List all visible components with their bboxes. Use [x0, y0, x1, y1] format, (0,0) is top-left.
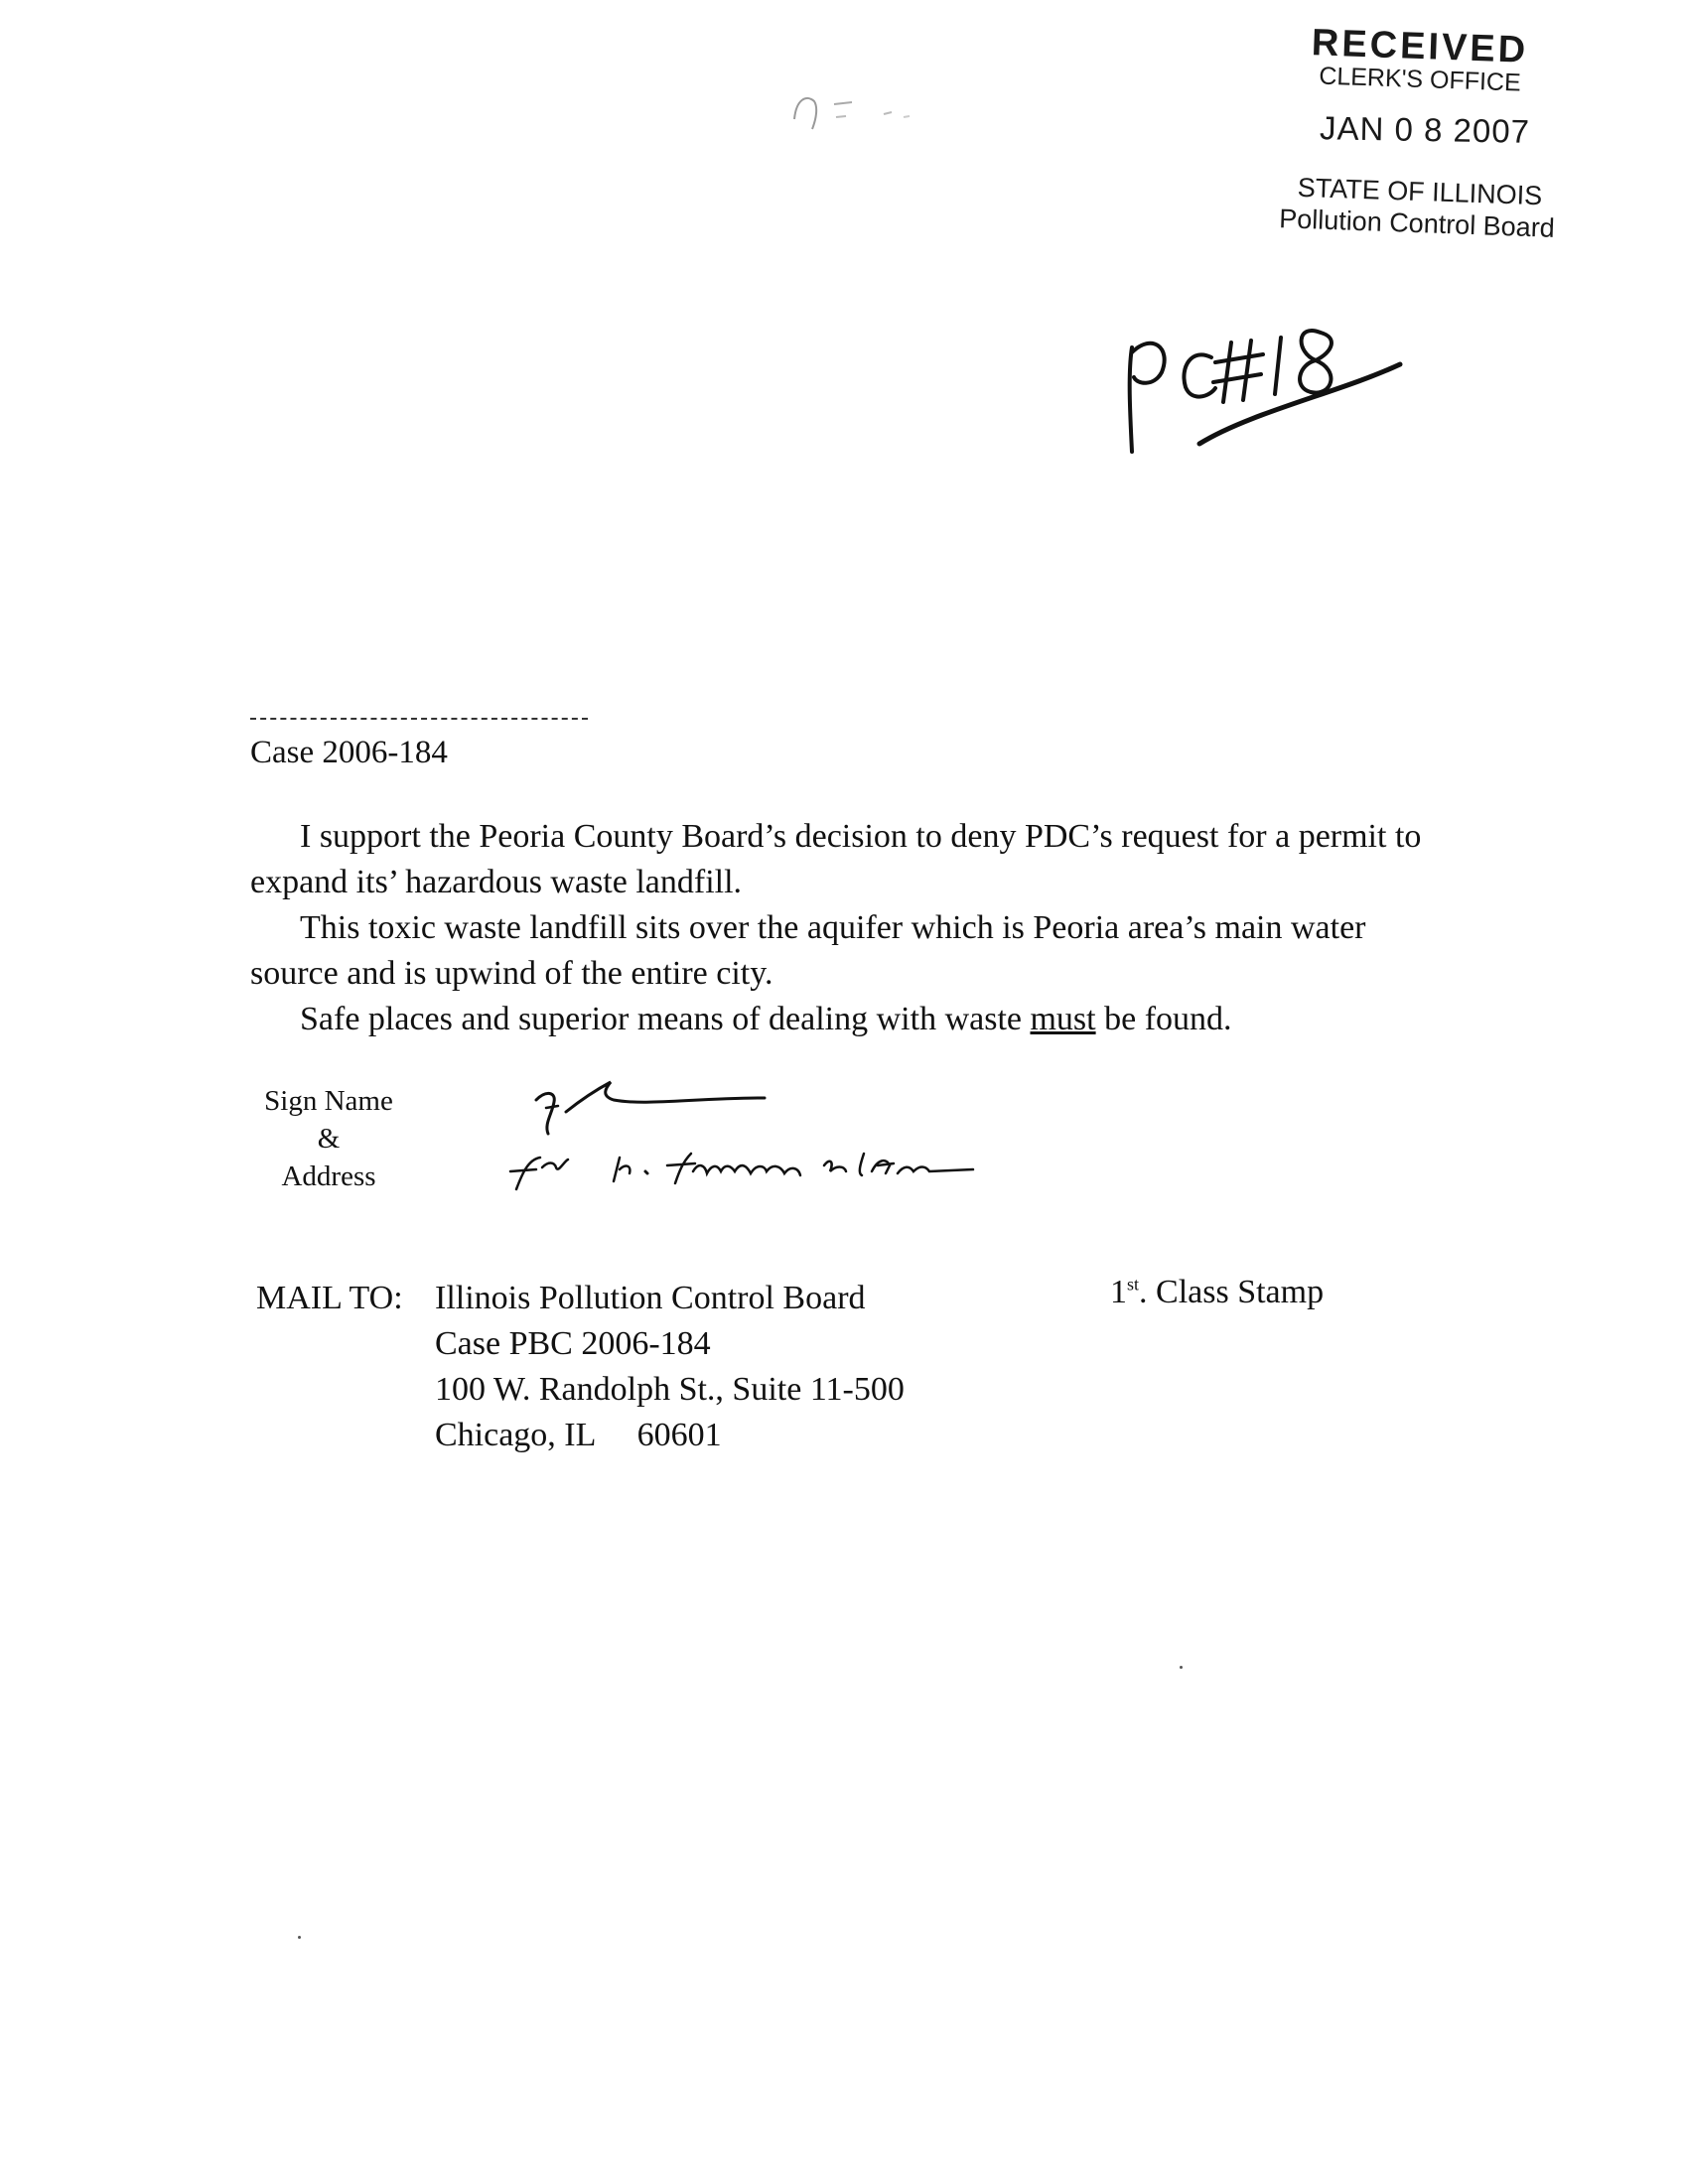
- received-stamp-heading: RECEIVED: [1311, 22, 1529, 71]
- sign-label-line-2: &: [317, 1123, 341, 1155]
- postage-text: . Class Stamp: [1139, 1274, 1325, 1310]
- para3-emphasis: must: [1030, 1001, 1096, 1037]
- body-paragraph-3: [250, 997, 1462, 1042]
- mail-city: Chicago, IL 60601: [435, 1417, 722, 1453]
- mail-to-label: MAIL TO:: [256, 1280, 403, 1316]
- sign-label-line-1: Sign Name: [264, 1085, 393, 1117]
- mail-street: 100 W. Randolph St., Suite 11-500: [435, 1371, 905, 1408]
- dashed-divider: [250, 718, 588, 720]
- postage-suffix: st: [1127, 1274, 1140, 1295]
- sign-label-line-3: Address: [281, 1160, 376, 1192]
- para3-before: Safe places and superior means of dealing with waste: [300, 1001, 1031, 1037]
- case-number: Case 2006-184: [250, 735, 448, 770]
- scan-speck: [1180, 1666, 1183, 1669]
- mail-case: Case PBC 2006-184: [435, 1325, 711, 1362]
- sign-name-address-label: [254, 1082, 403, 1195]
- clerks-office-label: CLERK'S OFFICE: [1318, 62, 1522, 97]
- para3-after: be found.: [1095, 1001, 1232, 1037]
- mail-line-1: [256, 1276, 905, 1321]
- state-label: STATE OF ILLINOIS: [1297, 172, 1543, 211]
- body-paragraph-2: This toxic waste landfill sits over the aquifer which is Peoria area’s main water source and is upwind of the entire city.: [250, 909, 1366, 992]
- received-date: JAN 0 8 2007: [1319, 109, 1531, 150]
- postage-note: [1110, 1274, 1324, 1311]
- handwritten-signature: [496, 1062, 1013, 1211]
- postage-number: 1: [1110, 1274, 1127, 1310]
- board-label: Pollution Control Board: [1278, 204, 1556, 243]
- body-paragraph-1: I support the Peoria County Board’s decision to deny PDC’s request for a permit to expand its’ hazardous waste landfill.: [250, 818, 1422, 900]
- mail-to-address-block: [256, 1276, 905, 1458]
- letter-body: [250, 814, 1462, 1042]
- mail-recipient: Illinois Pollution Control Board: [435, 1280, 866, 1316]
- faint-pencil-mark: [784, 79, 943, 159]
- scan-speck: [298, 1936, 301, 1939]
- handwritten-pc18-mark: [1112, 303, 1410, 481]
